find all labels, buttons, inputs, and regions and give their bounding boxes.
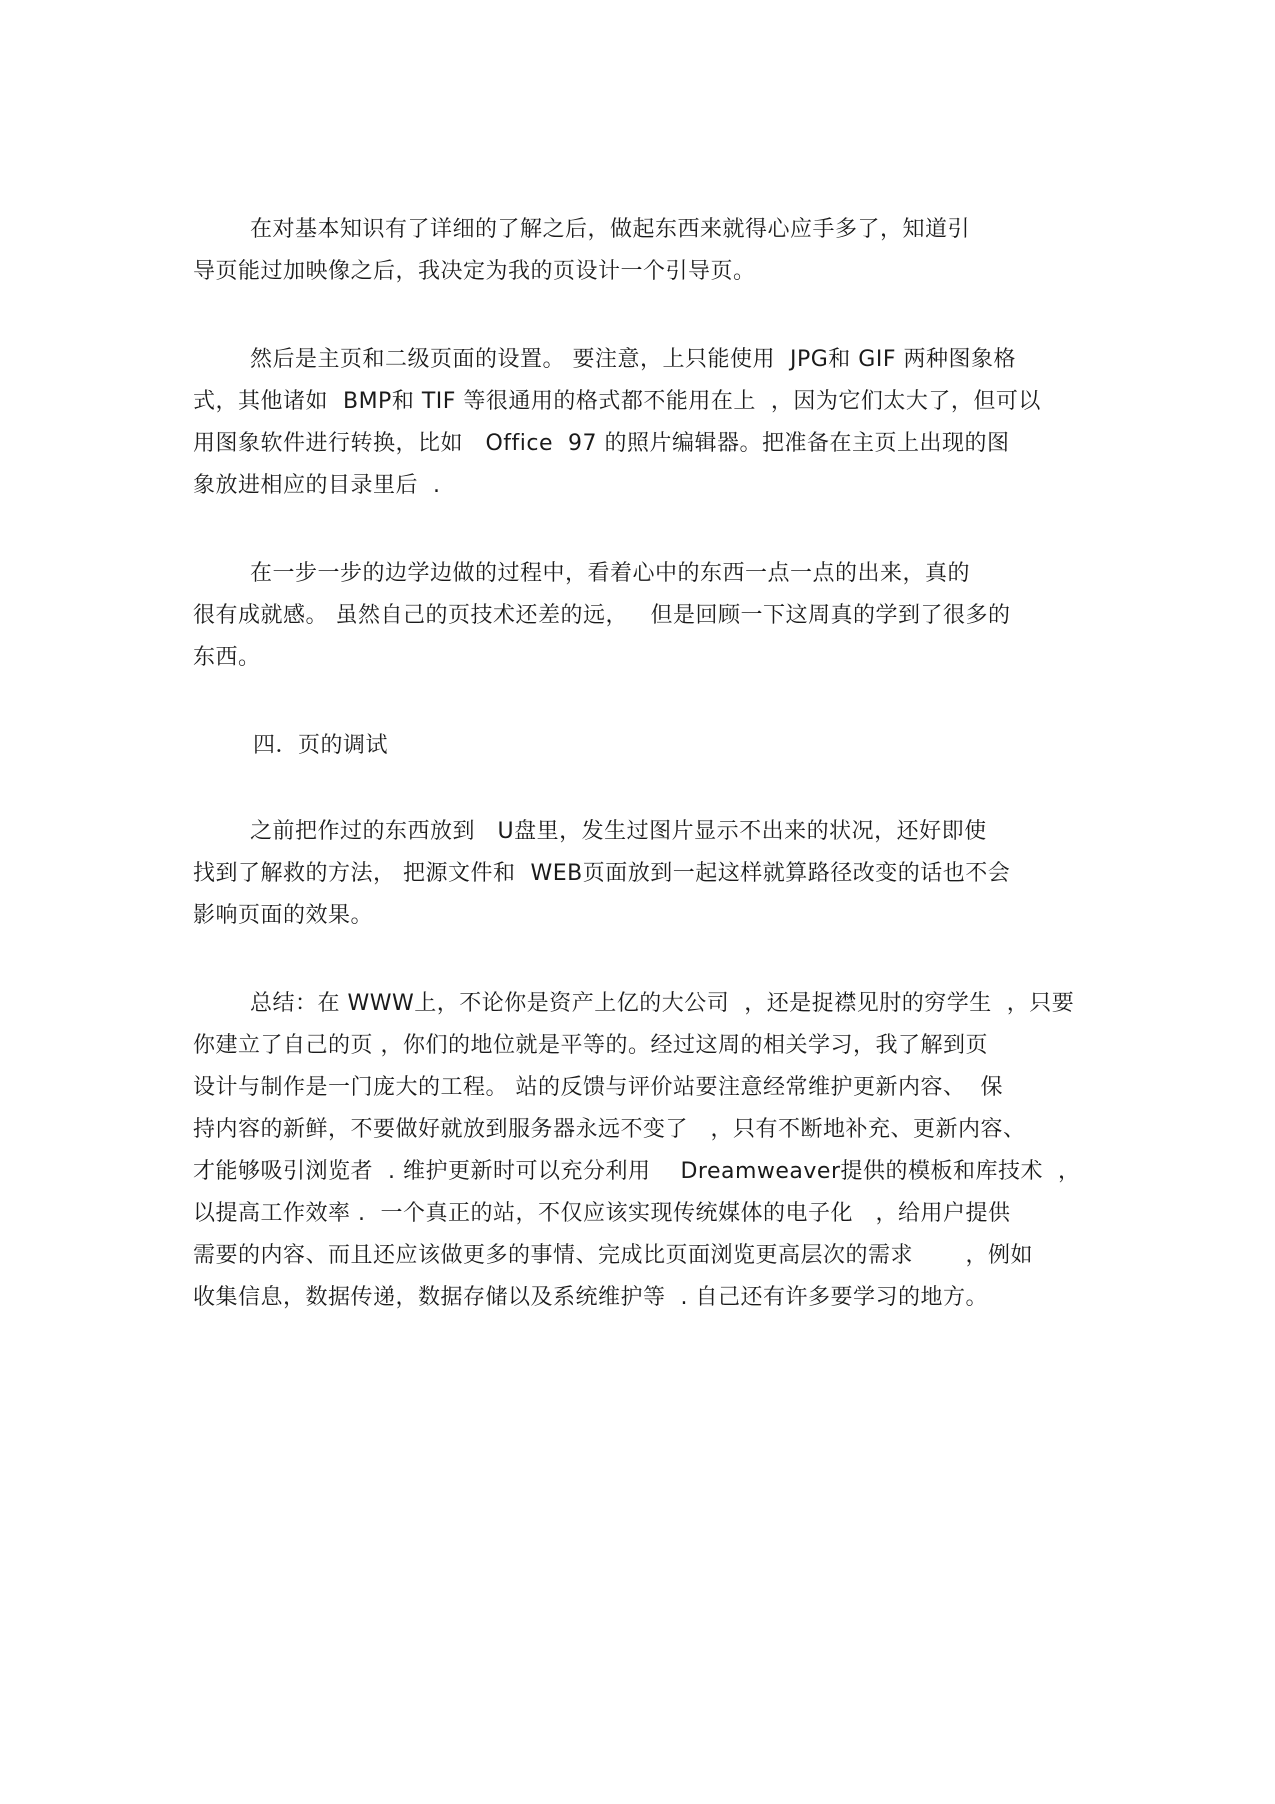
paragraph-2-line-1: 然后是主页和二级页面的设置。 要注意，上只能使用 JPG和 GIF 两种图象格 <box>250 347 1016 372</box>
paragraph-5-line-8: 收集信息，数据传递，数据存储以及系统维护等 . 自己还有许多要学习的地方。 <box>193 1285 988 1310</box>
paragraph-3-line-3: 东西。 <box>193 645 261 670</box>
paragraph-1-line-2: 导页能过加映像之后，我决定为我的页设计一个引导页。 <box>193 259 756 284</box>
paragraph-5-line-1: 总结：在 WWW上，不论你是资产上亿的大公司 ，还是捉襟见肘的穷学生 ，只要 <box>250 991 1075 1016</box>
paragraph-2-line-4: 象放进相应的目录里后 . <box>193 473 441 498</box>
section-heading: 四．页的调试 <box>253 733 389 758</box>
paragraph-4-line-2: 找到了解救的方法， 把源文件和 WEB页面放到一起这样就算路径改变的话也不会 <box>193 861 1011 886</box>
paragraph-2-line-3: 用图象软件进行转换，比如 Office 97 的照片编辑器。把准备在主页上出现的图 <box>193 431 1010 456</box>
paragraph-5-line-2: 你建立了自己的页 ，你们的地位就是平等的。经过这周的相关学习，我了解到页 <box>193 1033 988 1058</box>
paragraph-2-line-2: 式，其他诸如 BMP和 TIF 等很通用的格式都不能用在上 ，因为它们太大了，但可以 <box>193 389 1041 414</box>
paragraph-4-line-3: 影响页面的效果。 <box>193 903 374 928</box>
paragraph-1-line-1: 在对基本知识有了详细的了解之后，做起东西来就得心应手多了，知道引 <box>250 217 971 242</box>
paragraph-4-line-1: 之前把作过的东西放到 U盘里，发生过图片显示不出来的状况，还好即使 <box>250 819 987 844</box>
paragraph-5-line-7: 需要的内容、而且还应该做更多的事情、完成比页面浏览更高层次的需求 ，例如 <box>193 1243 1033 1268</box>
paragraph-3-line-2: 很有成就感。 虽然自己的页技术还差的远， 但是回顾一下这周真的学到了很多的 <box>193 603 1011 628</box>
paragraph-3-line-1: 在一步一步的边学边做的过程中，看着心中的东西一点一点的出来，真的 <box>250 561 971 586</box>
paragraph-5-line-4: 持内容的新鲜，不要做好就放到服务器永远不变了 ，只有不断地补充、更新内容、 <box>193 1117 1026 1142</box>
paragraph-5-line-3: 设计与制作是一门庞大的工程。 站的反馈与评价站要注意经常维护更新内容、 保 <box>193 1075 1003 1100</box>
paragraph-5-line-6: 以提高工作效率 . 一个真正的站，不仅应该实现传统媒体的电子化 ，给用户提供 <box>193 1201 1011 1226</box>
paragraph-5-line-5: 才能够吸引浏览者 . 维护更新时可以充分利用 Dreamweaver提供的模板和库技术 ， <box>193 1159 1081 1184</box>
